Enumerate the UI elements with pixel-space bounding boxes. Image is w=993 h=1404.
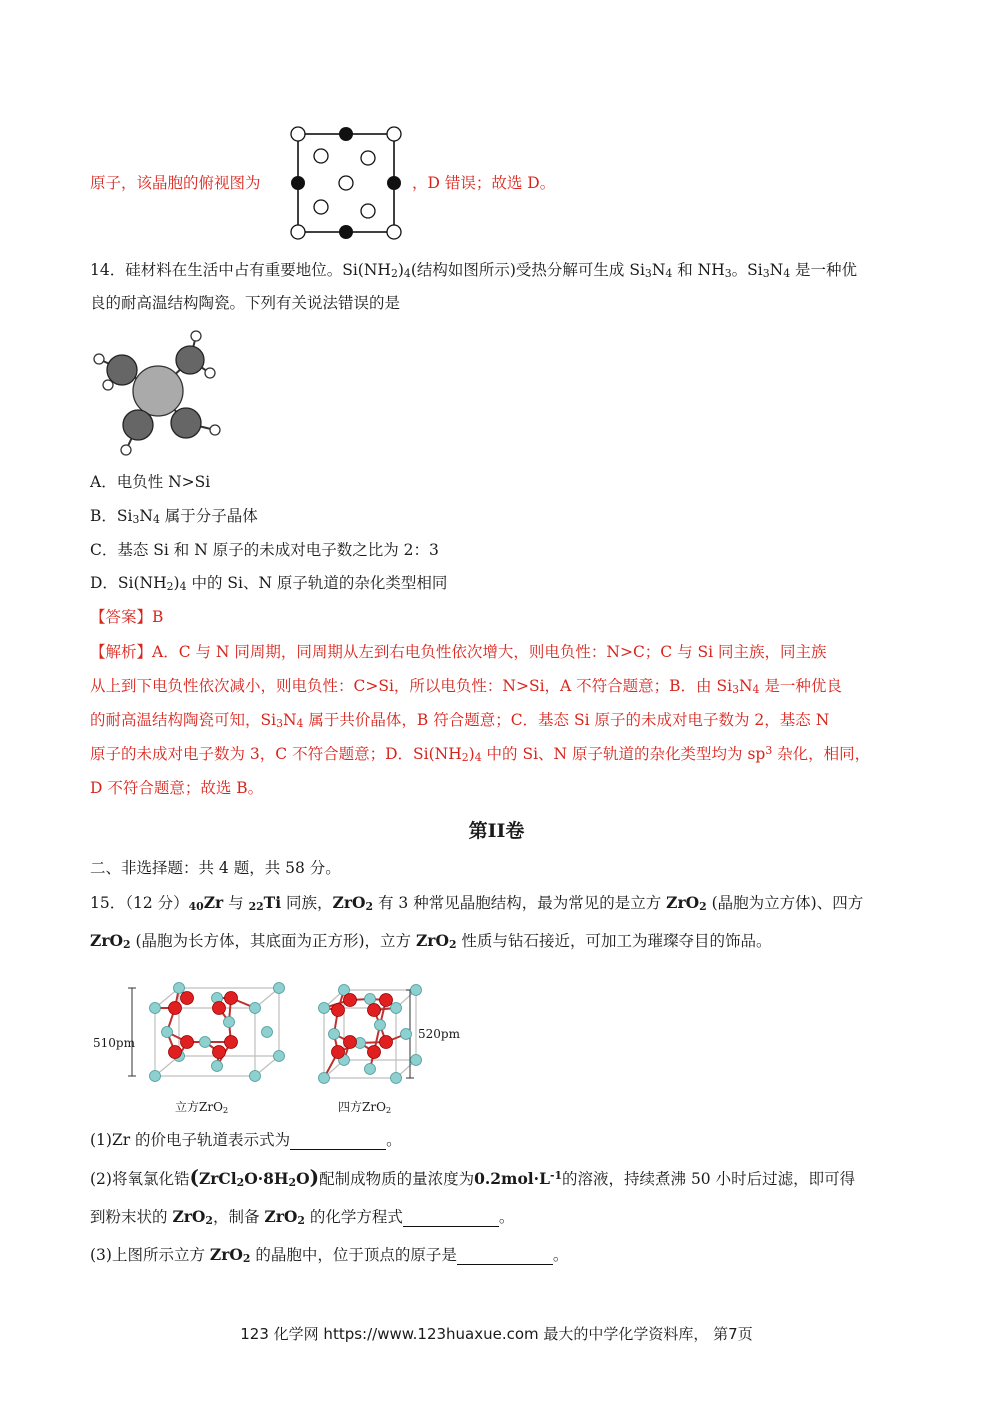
page-footer: 123 化学网 https://www.123huaxue.com 最大的中学化学资料库， 第7页 xyxy=(240,1325,753,1343)
answer-blank-3[interactable] xyxy=(457,1248,553,1265)
q14-option-d: D．$Si(NH_2)_4$ 中的 Si、N 原子轨道的杂化类型相同 xyxy=(90,574,448,593)
q15-part2-line1: (2)将氧氯化锆$(ZrCl_2O\cdot 8H_2O)$配制成物质的量浓度为$0.2mol\cdot L^{-1}$的溶液，持续煮沸 50 小时后过滤，即可得 xyxy=(90,1165,856,1189)
si-nh2-4-molecule-diagram xyxy=(88,325,238,475)
q14-analysis-line2: 从上到下电负性依次减小，则电负性：C>Si，所以电负性：N>Si，A 不符合题意；B．由 $Si_3N_4$ 是一种优良 xyxy=(90,677,842,696)
answer-blank-2[interactable] xyxy=(403,1210,499,1227)
q15-stem-line1: 15．（12 分）$_{40}Zr$ 与 $_{22}$Ti 同族，ZrO$_2$ 有 3 种常见晶胞结构，最为常见的是立方 ZrO$_2$ (晶胞为立方体)、四方 xyxy=(90,893,864,913)
section-title: 第II卷 xyxy=(468,820,525,842)
section-heading: 二、非选择题：共 4 题，共 58 分。 xyxy=(90,859,341,877)
q13-tail-text-after: ，D 错误；故选 D。 xyxy=(412,174,556,192)
q13-tail-text xyxy=(90,173,261,193)
q15-part3: (3)上图所示立方 ZrO$_2$ 的晶胞中，位于顶点的原子是 。 xyxy=(90,1245,569,1265)
q14-option-b: B．$Si_3N_4$ 属于分子晶体 xyxy=(90,507,258,526)
q15-part2-line2: 到粉末状的 ZrO$_2$，制备 ZrO$_2$ 的化学方程式 。 xyxy=(90,1207,515,1227)
answer-blank-1[interactable] xyxy=(290,1133,386,1150)
q13-text-before: 原子，该晶胞的俯视图为 xyxy=(90,174,261,192)
q14-analysis-line3: 的耐高温结构陶瓷可知，$Si_3N_4$ 属于共价晶体，B 符合题意；C．基态 Si 原子的未成对电子数为 2，基态 N xyxy=(90,711,830,730)
q14-analysis-line1: 【解析】A．C 与 N 同周期，同周期从左到右电负性依次增大，则电负性：N>C；C 与 Si 同主族，同主族 xyxy=(90,643,827,661)
q14-option-a: A．电负性 N>Si xyxy=(90,473,211,491)
q14-analysis-line4: 原子的未成对电子数为 3，C 不符合题意；D．$Si(NH_2)_4$ 中的 Si、N 原子轨道的杂化类型均为 $sp^3$ 杂化，相同， xyxy=(90,744,871,764)
cubic-zro2-unit-cell-diagram xyxy=(92,978,277,1088)
cubic-dimension-label: 510pm xyxy=(93,1036,135,1050)
q14-option-c: C．基态 Si 和 N 原子的未成对电子数之比为 2：3 xyxy=(90,541,439,559)
q15-stem-line2: ZrO$_2$ (晶胞为长方体，其底面为正方形)，立方 ZrO$_2$ 性质与钻石接近，可加工为璀璨夺目的饰品。 xyxy=(90,931,772,951)
cubic-caption: 立方ZrO$_2$ xyxy=(175,1100,229,1115)
q14-analysis-line5: D 不符合题意；故选 B。 xyxy=(90,779,264,797)
crystal-top-view-diagram xyxy=(290,126,405,238)
tetragonal-caption: 四方ZrO$_2$ xyxy=(338,1100,392,1115)
q14-stem-line2: 良的耐高温结构陶瓷。下列有关说法错误的是 xyxy=(90,294,401,312)
tetragonal-dimension-label: 520pm xyxy=(418,1027,460,1041)
q15-part1: (1)Zr 的价电子轨道表示式为 。 xyxy=(90,1131,402,1149)
q14-stem-line1: 14．硅材料在生活中占有重要地位。$Si(NH_2)_4$(结构如图所示)受热分解可生成 $Si_3N_4$ 和 $NH_3$。$Si_3N_4$ 是一种优 xyxy=(90,261,858,280)
q14-answer: 【答案】B xyxy=(90,608,164,626)
